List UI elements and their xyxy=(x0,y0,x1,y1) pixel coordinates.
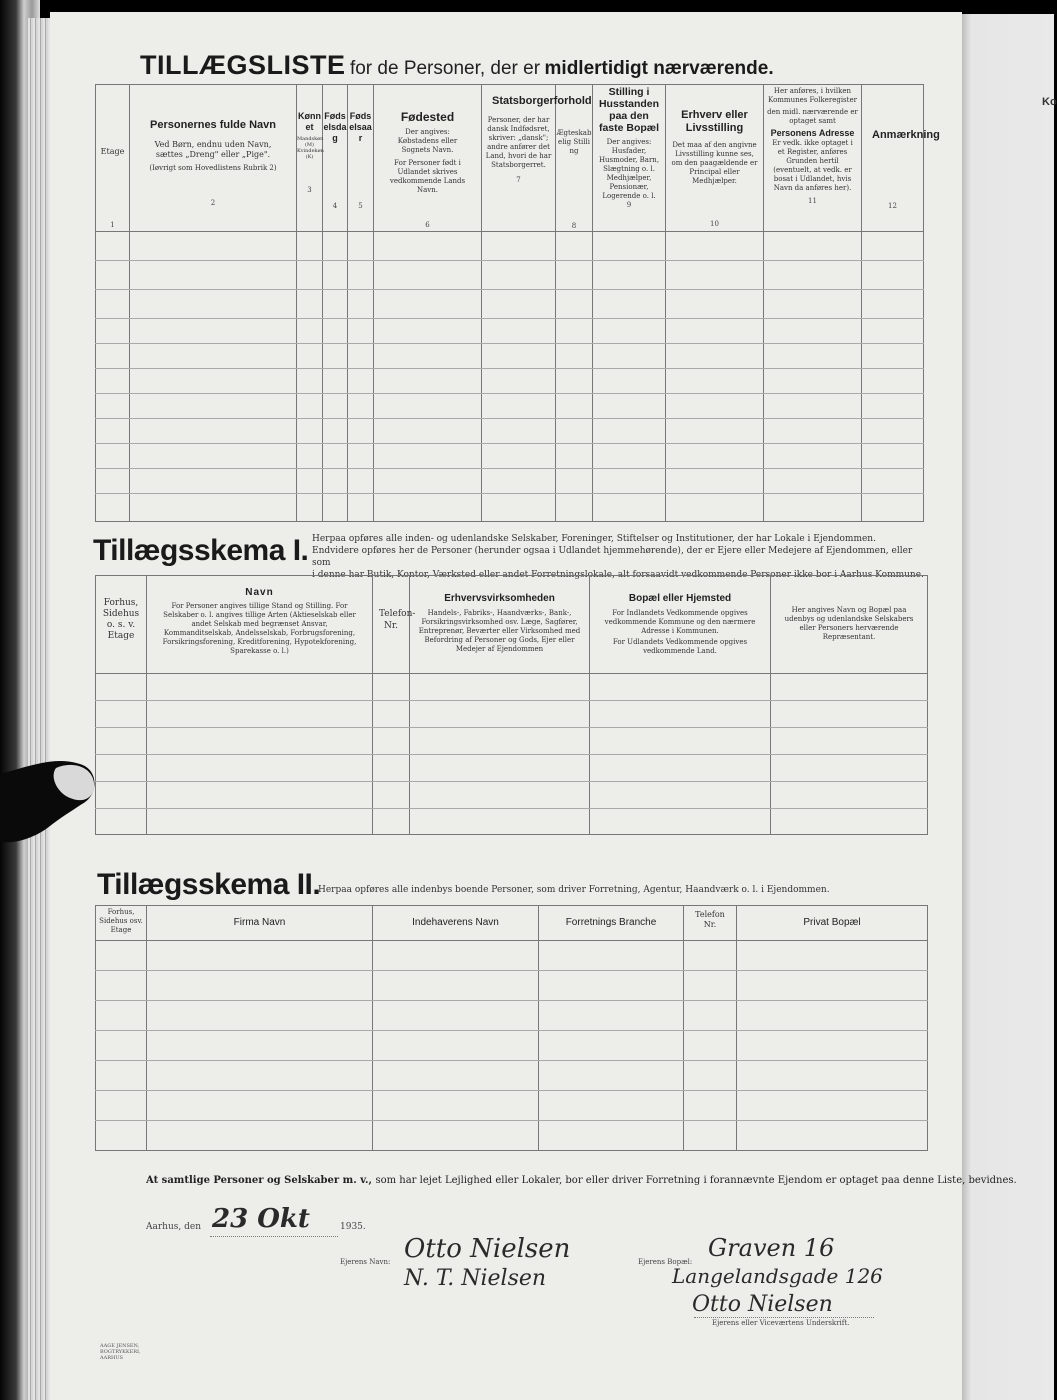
skema2-row xyxy=(96,1001,928,1031)
skema2-row xyxy=(96,1061,928,1091)
owner-name-handwritten-2: N. T. Nielsen xyxy=(404,1266,547,1291)
t1-col-statsborgerforhold: Statsborgerforhold Personer, der har dansk Indfødsret, skriver: „dansk"; andre anfører det Land, hvori de har Statsborgerret. 7 xyxy=(482,85,556,232)
table1-row xyxy=(96,344,924,369)
date-line: Aarhus, den xyxy=(146,1222,202,1232)
attestation-statement: At samtlige Personer og Selskaber m. v., som har lejet Lejlighed eller Lokaler, bor eller driver Forretning i forannævnte Ejendom er optaget paa denne Liste, bevidnes. xyxy=(146,1175,1017,1186)
skema2-header-row xyxy=(96,906,928,941)
table1-row xyxy=(96,369,924,394)
t1-col-etage: Etage 1 xyxy=(96,85,130,232)
table1-row xyxy=(96,494,924,522)
date-handwritten: 23 Okt xyxy=(212,1204,310,1234)
title-part2: midlertidigt nærværende. xyxy=(544,58,774,79)
skema2-title: Tillægsskema II. xyxy=(97,868,321,901)
skema1-table xyxy=(95,575,928,835)
owner-address-handwritten-2: Langelandsgade 126 xyxy=(672,1264,883,1288)
skema1-row xyxy=(96,674,928,701)
table1-row xyxy=(96,319,924,344)
skema2-row xyxy=(96,1091,928,1121)
s1-col-repraesentant: Her angives Navn og Bopæl paa udenbys og udenlandske Selskabers eller Personers herværende Repræsentant. xyxy=(771,576,928,674)
next-page xyxy=(962,14,1057,1400)
skema1-row xyxy=(96,755,928,782)
tillaegsliste-table xyxy=(95,84,940,522)
skema2-row xyxy=(96,941,928,971)
t1-col-koennet: Kønnet Mandskøn (M) Kvindekøn (K) 3 xyxy=(297,85,323,232)
title-part1: for de Personer, der er xyxy=(349,58,541,79)
t1-col-erhverv: Erhverv eller Livsstilling Det maa af den angivne Livsstilling kunne ses, om den paagældende er Principal eller Medhjælper. 10 xyxy=(666,85,764,232)
skema1-row xyxy=(96,809,928,835)
table1-row xyxy=(96,261,924,290)
next-page-fragment: Ko xyxy=(1042,96,1057,108)
s2-col-etage: Forhus, Sidehus osv. Etage xyxy=(96,906,147,941)
table1-row xyxy=(96,290,924,319)
owner-address-handwritten: Graven 16 xyxy=(708,1234,835,1262)
table1-row xyxy=(96,394,924,419)
skema1-description: Herpaa opføres alle inden- og udenlandske Selskaber, Foreninger, Stiftelser og Institutioner, der har Lokale i Ejendommen. Endvidere opføres her de Personer (herunder ogsaa i Udlandet hjemmehørende), der er Ejere eller Medejere af Ejendommen, eller som i denne har Butik, Kontor, Værksted eller andet Forretningslokale, alt forsaavidt vedkommende Personer ikke bor i Aarhus Kommune. xyxy=(312,534,924,580)
t1-col-anmaerkning: Anmærkning 12 xyxy=(862,85,924,232)
skema1-title: Tillægsskema I. xyxy=(93,534,309,567)
s2-col-telefon: Telefon Nr. xyxy=(684,906,737,941)
table1-row xyxy=(96,469,924,494)
skema2-row xyxy=(96,1121,928,1151)
table1-header-row xyxy=(96,85,924,232)
t1-col-foedselsdag: Fødselsdag 4 xyxy=(323,85,348,232)
skema2-table xyxy=(95,905,928,1151)
year-label: 1935. xyxy=(340,1222,366,1232)
skema2-row xyxy=(96,1031,928,1061)
s2-col-bopael: Privat Bopæl xyxy=(737,906,928,941)
s1-col-erhverv: Erhvervsvirksomheden Handels-, Fabriks-, Haandværks-, Bank-, Forsikringsvirksomhed osv. Læge, Sagfører, Entreprenør, Beværter eller Virksomhed med Befordring af Personer og Gods, Ejer eller Medejer af Ejendommen xyxy=(410,576,590,674)
skema1-header-row xyxy=(96,576,928,674)
t1-col-foedselsaar: Fødselsaar 5 xyxy=(348,85,374,232)
table1-row xyxy=(96,444,924,469)
s1-col-navn: Navn For Personer angives tillige Stand og Stilling. For Selskaber o. l. angives tillige Arten (Aktieselskab eller andet Selskab med begrænset Ansvar, Kommanditselskab, Andelsselskab, Forbrugsforening, Forsikringsforening, Kreditforening, Hypotekforening, Sparekasse o. l.) xyxy=(147,576,373,674)
skema1-row xyxy=(96,728,928,755)
t1-col-aegteskabelig: Ægteskabelig Stilling 8 xyxy=(556,85,593,232)
skema1-row xyxy=(96,701,928,728)
thumb-shape xyxy=(0,756,100,846)
skema2-description: Herpaa opføres alle indenbys boende Personer, som driver Forretning, Agentur, Haandværk o. l. i Ejendommen. xyxy=(318,885,830,895)
skema2-row xyxy=(96,971,928,1001)
s1-col-bopael: Bopæl eller Hjemsted For Indlandets Vedkommende opgives vedkommende Kommune og den nærmere Adresse i Kommunen. For Udlandets Vedkommende opgives vedkommende Land. xyxy=(590,576,771,674)
s2-col-indehaver: Indehaverens Navn xyxy=(373,906,539,941)
owner-name-handwritten: Otto Nielsen xyxy=(404,1234,571,1264)
s1-col-telefon: Telefon-Nr. xyxy=(373,576,410,674)
t1-col-foedested: Fødested Der angives: Købstadens eller Sognets Navn. For Personer født i Udlandet skrives vedkommende Lands Navn. 6 xyxy=(374,85,482,232)
form-title xyxy=(140,50,774,81)
owner-name-label: Ejerens Navn: xyxy=(340,1258,391,1266)
s2-col-firma: Firma Navn xyxy=(147,906,373,941)
table1-row xyxy=(96,419,924,444)
t1-col-navn: Personernes fulde Navn Ved Børn, endnu uden Navn, sættes „Dreng" eller „Pige". (Iøvrigt som Hovedlistens Rubrik 2) 2 xyxy=(130,85,297,232)
s2-col-branche: Forretnings Branche xyxy=(539,906,684,941)
printer-mark: AAGE JENSEN, BOGTRYKKERI, AARHUS xyxy=(100,1343,141,1361)
table1-row xyxy=(96,232,924,261)
t1-col-stilling: Stilling i Husstanden paa den faste Bopæl Der angives: Husfader, Husmoder, Barn, Slægtning o. l. Medhjælper, Pensionær, Logerende o. l. 9 xyxy=(593,85,666,232)
s1-col-etage: Forhus, Sidehus o. s. v. Etage xyxy=(96,576,147,674)
date-dotted-line xyxy=(210,1236,338,1237)
skema1-row xyxy=(96,782,928,809)
signature-dotted-line xyxy=(694,1317,874,1318)
title-main: TILLÆGSLISTE xyxy=(140,50,346,80)
owner-address-label: Ejerens Bopæl: xyxy=(638,1258,693,1266)
t1-col-adresse: Her anføres, i hvilken Kommunes Folkeregister den midl. nærværende er optaget samt Personens Adresse Er vedk. ikke optaget i et Register, anføres Grunden hertil (eventuelt, at vedk. er bosat i Udlandet, hvis Navn da anføres her). 11 xyxy=(764,85,862,232)
signature-label: Ejerens eller Viceværtens Underskrift. xyxy=(712,1319,850,1327)
signature-handwritten: Otto Nielsen xyxy=(692,1292,833,1317)
